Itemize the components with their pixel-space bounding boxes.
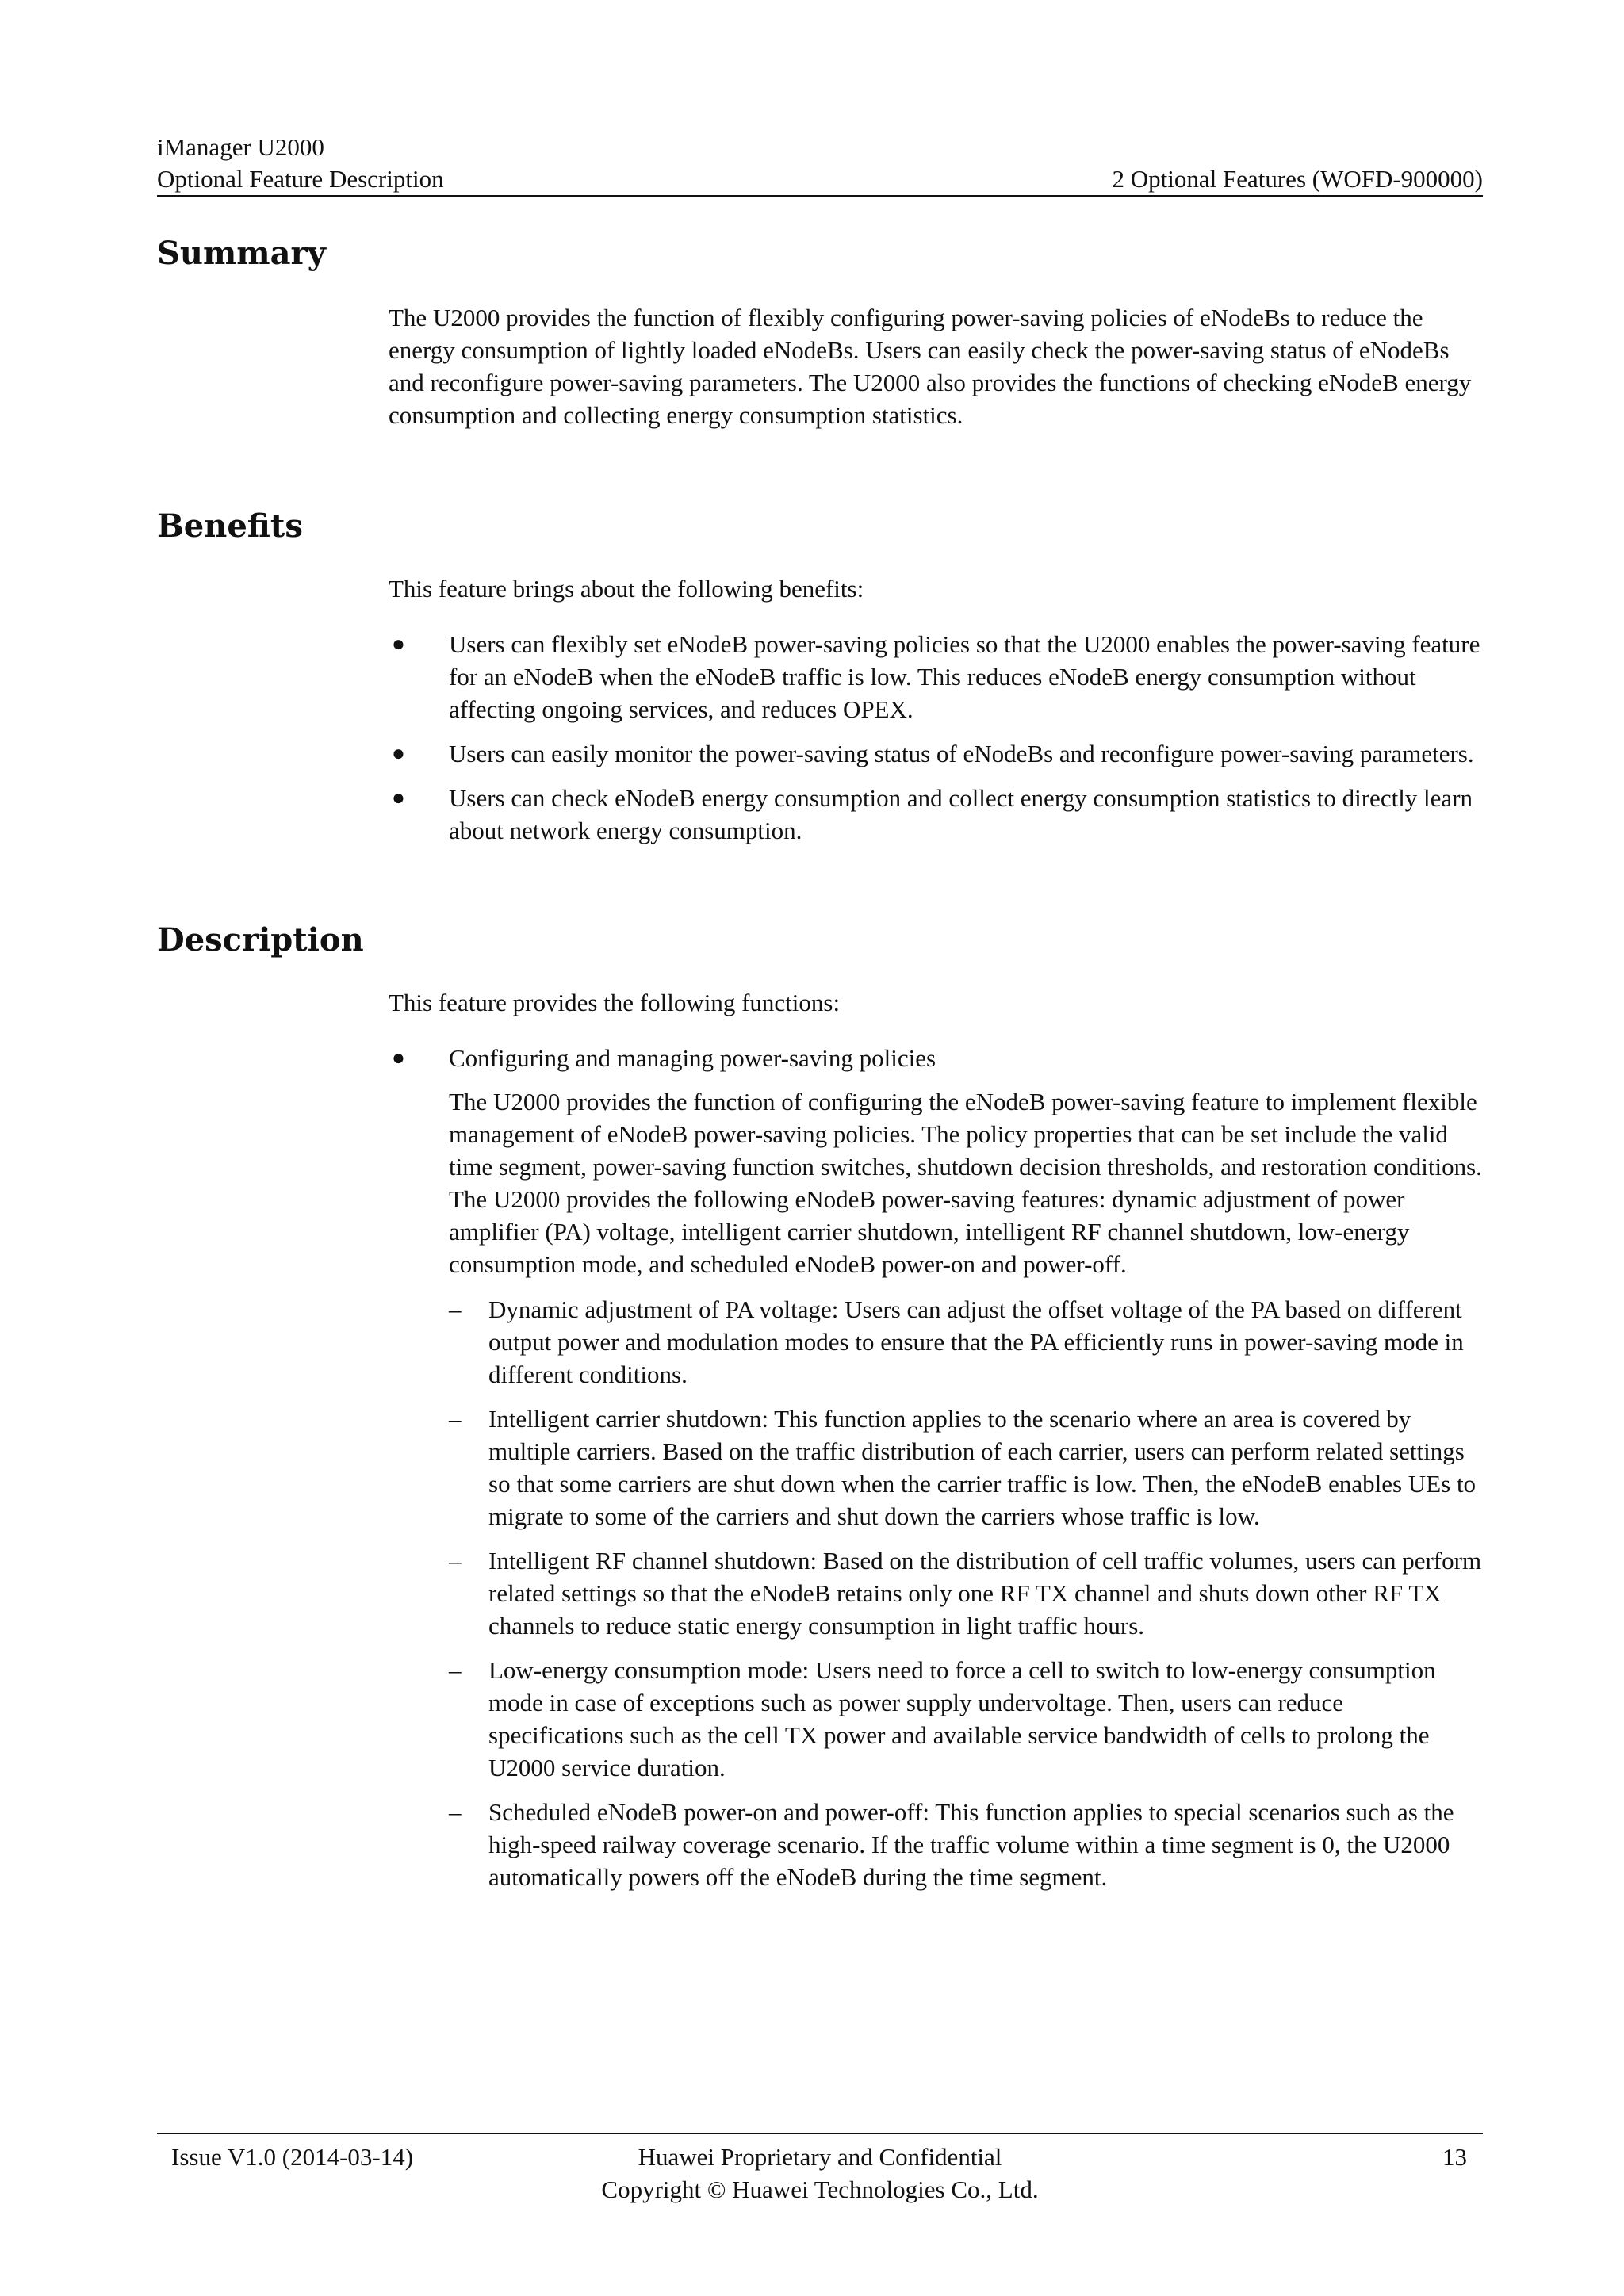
list-item	[449, 1293, 1483, 1391]
dash-icon: –	[449, 1405, 462, 1433]
summary-text: The U2000 provides the function of flexibly configuring power-saving policies of eNodeBs to reduce the energy consumption of lightly loaded eNodeBs. Users can easily check the power-saving status of eNodeBs and reconfigure power-saving parameters. The U2000 also provides the functions of checking eNodeB energy consumption and collecting energy consumption statistics.	[389, 304, 1472, 429]
list-item	[449, 1544, 1483, 1642]
dash-icon: –	[449, 1798, 462, 1826]
list-item	[389, 628, 1483, 725]
list-item	[389, 782, 1483, 847]
list-item	[449, 1796, 1483, 1893]
list-item	[449, 1654, 1483, 1784]
benefit-text: Users can check eNodeB energy consumption and collect energy consumption statistics to directly learn about network energy consumption.	[449, 784, 1473, 844]
bullet-icon: ●	[392, 741, 405, 766]
header-product: iManager U2000	[157, 133, 324, 161]
page-number: 13	[1442, 2143, 1467, 2171]
header-row	[157, 163, 1483, 195]
benefit-text: Users can easily monitor the power-saving status of eNodeBs and reconfigure power-saving parameters.	[449, 740, 1474, 767]
list-item	[389, 1042, 1483, 1893]
footer-issue: Issue V1.0 (2014-03-14)	[171, 2143, 414, 2171]
footer-copyright: Copyright © Huawei Technologies Co., Ltd.	[601, 2175, 1039, 2203]
benefits-intro: This feature brings about the following benefits:	[389, 575, 864, 603]
feature-sublist	[449, 1293, 1483, 1893]
benefit-text: Users can flexibly set eNodeB power-saving policies so that the U2000 enables the power-saving feature for an eNodeB when the eNodeB traffic is low. This reduces eNodeB energy consumption without affecting ongoing services, and reduces OPEX.	[449, 630, 1480, 723]
feature-text: Low-energy consumption mode: Users need to force a cell to switch to low-energy consumption mode in case of exceptions such as power supply undervoltage. Then, users can reduce specifications such as the cell TX power and available service bandwidth of cells to prolong the U2000 service duration.	[488, 1656, 1436, 1781]
description-heading: Description	[157, 921, 364, 959]
benefits-heading: Benefits	[157, 507, 303, 545]
header-doc-title: Optional Feature Description	[157, 165, 444, 193]
description-item-title: Configuring and managing power-saving policies	[449, 1044, 936, 1072]
header-chapter: 2 Optional Features (WOFD-900000)	[1112, 165, 1483, 193]
description-item-paragraph: The U2000 provides the function of configuring the eNodeB power-saving feature to implement flexible management of eNodeB power-saving policies. The policy properties that can be set include the valid time segment, power-saving function switches, shutdown decision thresholds, and restoration conditions. The U2000 provides the following eNodeB power-saving features: dynamic adjustment of power amplifier (PA) voltage, intelligent carrier shutdown, intelligent RF channel shutdown, low-energy consumption mode, and scheduled eNodeB power-on and power-off.	[449, 1088, 1482, 1278]
bullet-icon: ●	[392, 1046, 405, 1070]
footer-divider	[157, 2133, 1483, 2134]
description-list	[389, 1042, 1483, 1905]
footer-center	[157, 2141, 1483, 2206]
dash-icon: –	[449, 1656, 462, 1684]
bullet-icon: ●	[392, 786, 405, 810]
bullet-icon: ●	[392, 632, 405, 656]
footer-confidential: Huawei Proprietary and Confidential	[638, 2143, 1002, 2171]
dash-icon: –	[449, 1547, 462, 1575]
description-intro: This feature provides the following functions:	[389, 989, 841, 1016]
feature-text: Intelligent carrier shutdown: This function applies to the scenario where an area is covered by multiple carriers. Based on the traffic distribution of each carrier, users can perform related settings so that some carriers are shut down when the carrier traffic is low. Then, the eNodeB enables UEs to migrate to some of the carriers and shut down the carriers whose traffic is low.	[488, 1405, 1477, 1530]
feature-text: Scheduled eNodeB power-on and power-off: This function applies to special scenarios such as the high-speed railway coverage scenario. If the traffic volume within a time segment is 0, the U2000 automatically powers off the eNodeB during the time segment.	[488, 1798, 1454, 1891]
summary-heading: Summary	[157, 235, 326, 272]
page-header	[157, 132, 1483, 195]
feature-text: Dynamic adjustment of PA voltage: Users can adjust the offset voltage of the PA based on different output power and modulation modes to ensure that the PA efficiently runs in power-saving mode in different conditions.	[488, 1295, 1464, 1388]
list-item	[389, 737, 1483, 770]
benefits-list	[389, 628, 1483, 859]
header-divider	[157, 195, 1483, 197]
feature-text: Intelligent RF channel shutdown: Based on the distribution of cell traffic volumes, users can perform related settings so that the eNodeB retains only one RF TX channel and shuts down other RF TX channels to reduce static energy consumption in light traffic hours.	[488, 1547, 1482, 1640]
list-item	[449, 1402, 1483, 1533]
dash-icon: –	[449, 1295, 462, 1323]
